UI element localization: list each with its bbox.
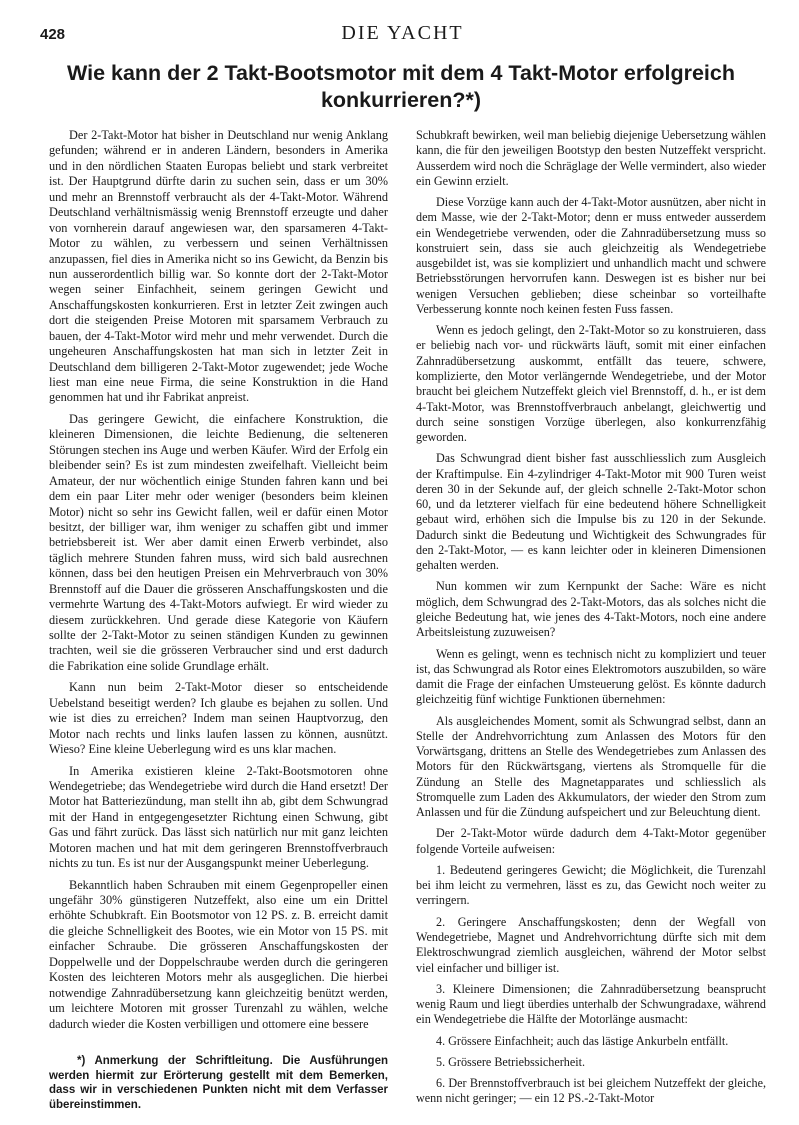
paragraph: Als ausgleichendes Moment, somit als Schwungrad selbst, dann an Stelle der Andrehvorrichtung zum Anlassen des Motors für den Vorwärtsgang, drittens an Stelle des Wendegetriebes zum Anlassen des Motors für den Rückwärtsgang, viertens als Stromquelle für die Zündung an Stelle des Magnetapparates und schliesslich als Stromquelle zum Laden des Akkumulators, der wieder den Strom zum Anlassen und für die Zündung aufspeichert und zur Beleuchtung dient. bbox=[416, 713, 766, 820]
right-column bbox=[416, 128, 766, 1113]
editorial-footnote: *) Anmerkung der Schriftleitung. Die Ausführungen werden hiermit zur Erörterung gestellt mit dem Bemerken, dass wir in verschiedenen Punkten nicht mit dem Verfasser übereinstimmen. bbox=[49, 1055, 388, 1111]
paragraph: Das Schwungrad dient bisher fast ausschliesslich zum Ausgleich der Kraftimpulse. Ein 4-zylindriger 4-Takt-Motor mit 900 Turen weist deren 30 in der Sekunde auf, der gleich schnelle 2-Takt-Motor schon 60, und da letzterer vielfach für eine bedeutend höhere Schnelligkeit gebaut wird, erhöhen sich die Impulse bis zu 120 in der Sekunde. Dadurch sinkt die Bedeutung und Wichtigkeit des Schwungrades für den 2-Takt-Motor, — es kann leichter oder in kleineren Dimensionen gehalten werden. bbox=[416, 451, 766, 573]
page-number: 428 bbox=[40, 26, 66, 43]
list-item: 3. Kleinere Dimensionen; die Zahnradübersetzung beansprucht wenig Raum und liegt überdies unterhalb der Schwungradaxe, während ein Wendegetriebe die Hälfte der Motorlänge ausmacht: bbox=[416, 981, 766, 1027]
list-item: 5. Grössere Betriebssicherheit. bbox=[436, 1054, 586, 1069]
list-item: 2. Geringere Anschaffungskosten; denn der Wegfall von Wendegetriebe, Magnet und Andrehvorrichtung dürfte sich mit dem Elektroschwungrad ziemlich ausgleichen, während der Motor selbst viel einfacher und billiger ist. bbox=[416, 914, 766, 975]
running-head: DIE YACHT bbox=[341, 22, 464, 44]
paragraph: Wenn es jedoch gelingt, den 2-Takt-Motor so zu konstruieren, dass er beliebig nach vor- und rückwärts läuft, somit mit einer einfachen Zahnradübersetzung auskommt, entfällt das teuere, schwere, komplizierte, den Motor verlängernde Wendegetriebe, und der Motor braucht bei gleichem Nutzeffekt gleich viel Brennstoff, d. h., er ist dem 4-Takt-Motor, was Brennstoffverbrauch anbelangt, gleichwertig und durch seine sonstigen Vorzüge überlegen, also konkurrenzfähig geworden. bbox=[416, 323, 766, 445]
paragraph: Der 2-Takt-Motor hat bisher in Deutschland nur wenig Anklang gefunden; während er in anderen Ländern, besonders in Amerika und in den nördlichen Staaten Europas beliebt und stark verbreitet ist. Der Hauptgrund dürfte darin zu suchen sein, dass er um 30% und mehr an Brennstoff verbraucht als der 4-Takt-Motor. Während Deutschland verhältnismässig wenig Brennstoff erzeugte und daher von vornherein darauf angewiesen war, den sparsameren 4-Takt-Motor zu wählen, zu verbessern und seinen Verhältnissen anzupassen, fiel dies in Amerika nicht so ins Gewicht, da Benzin bis nun ausserordentlich billig war. So konnte dort der 2-Takt-Motor wegen seiner Einfachheit, seinem geringen Gewicht und Anschaffungskosten konkurrieren. Erst in letzter Zeit zwingen auch dort die steigenden Preise Motoren mit sparsamem Verbrauch zu bauen, der 4-Takt-Motor wird mehr und mehr verwendet. Durch die ungeheuren Anschaffungskosten hat man sich in letzter Zeit in Deutschland dem billigeren 2-Takt-Motor zugewendet; jede Woche liest man eine neue Firma, die seine Konstruktion in die Hand genommen hat und ihr Fabrikat anpreist. bbox=[49, 128, 388, 405]
paragraph: Bekanntlich haben Schrauben mit einem Gegenpropeller einen ungefähr 30% günstigeren Nutzeffekt, also eine um ein Drittel erhöhte Schubkraft. Ein Bootsmotor von 12 PS. z. B. erreicht damit die gleiche Schnelligkeit des Bootes, wie ein Motor von 15 PS. mit einfacher Schraube. Die grösseren Anschaffungskosten der Doppelwelle und der Doppelschraube werden durch die geringeren Kosten des leichteren Motors mehr als ausgeglichen. Die hierbei notwendige Zahnradübersetzung kann gleichzeitig benützt werden, um leichtere Motoren mit grosser Turenzahl zu wählen, welche dadurch wieder die Kosten verbilligen und ottomere eine bessere bbox=[49, 877, 388, 1031]
left-column bbox=[49, 128, 388, 1038]
paragraph: Das geringere Gewicht, die einfachere Konstruktion, die kleineren Dimensionen, die leichte Bedienung, die selteneren Störungen stechen ins Auge und werben Käufer. Wird der Erfolg ein bleibender sein? Es ist zum mindesten zweifelhaft. Vielleicht beim Amateur, der nur wöchentlich einige Stunden fahren kann und bei dem ein paar Liter mehr oder weniger (besonders beim kleinen Motor) nicht so sehr ins Gewicht fallen, weil er dafür einen Motor besitzt, der billiger war, ihm weniger zu schaffen gibt und immer betriebsbereit ist. Wer aber damit einen Erwerb verbindet, also täglich mehrere Stunden fahren muss, wird sich bald ausrechnen können, dass bei den heutigen Preisen ein Mehrverbrauch von 30% Brennstoff auf die Dauer die grösseren Anschaffungskosten und die vermehrte Wartung des 4-Takt-Motors aufwiegt. Er wird wieder zu diesem zurückkehren. Und gerade diese Kategorie von Käufern sollte der 2-Takt-Motor zu seinen ständigen Kunden zu gewinnen trachten, weil sie die grösseren Verbraucher sind und erst dadurch die Fabrikation eine solide Grundlage erhält. bbox=[49, 411, 388, 673]
paragraph: Schubkraft bewirken, weil man beliebig diejenige Uebersetzung wählen kann, die für den jeweiligen Bootstyp den besten Nutzeffekt verspricht. Ausserdem wird noch die Schräglage der Welle vermindert, also wieder ein Gewinn erzielt. bbox=[416, 128, 766, 188]
list-item: 4. Grössere Einfachheit; auch das lästige Ankurbeln entfällt. bbox=[436, 1033, 729, 1048]
paragraph: Kann nun beim 2-Takt-Motor dieser so entscheidende Uebelstand beseitigt werden? Ich glaube es bejahen zu sollen. Und wie ist dies zu erreichen? Indem man seinen Hauptvorzug, den Motor nach rechts und links laufen lassen zu können, ausnützt. Wieso? Eine kleine Ueberlegung wird es uns klar machen. bbox=[49, 680, 388, 757]
page-header bbox=[40, 20, 765, 46]
paragraph: Der 2-Takt-Motor würde dadurch dem 4-Takt-Motor gegenüber folgende Vorteile aufweisen: bbox=[416, 826, 766, 856]
paragraph: Wenn es gelingt, wenn es technisch nicht zu kompliziert und teuer ist, das Schwungrad als Rotor eines Elektromotors auszubilden, so wäre damit die Frage der einfachen Umsteuerung gelöst. Es könnte dadurch gleichzeitig fünf wichtige Funktionen übernehmen: bbox=[416, 646, 766, 707]
paragraph: Nun kommen wir zum Kernpunkt der Sache: Wäre es nicht möglich, dem Schwungrad des 2-Takt-Motors, das als solches nicht die gleiche Bedeutung hat, wie jenes des 4-Takt-Motors, noch eine andere Arbeitsleistung zuzuweisen? bbox=[416, 579, 766, 640]
paragraph: In Amerika existieren kleine 2-Takt-Bootsmotoren ohne Wendegetriebe; das Wendegetriebe wird durch die Hand ersetzt! Der Motor hat Batteriezündung, man stellt ihn ab, gibt dem Schwungrad mit der Hand in entgegengesetzter Richtung einen Schwung, gibt Gas und fährt zurück. Das lässt sich natürlich nur mit ganz leichten Motoren machen und hat mit dem geringeren Brennstoffverbrauch nichts zu tun. Es ist nur der Ausgangspunkt meiner Ueberlegung. bbox=[49, 763, 388, 871]
list-item: 1. Bedeutend geringeres Gewicht; die Möglichkeit, die Turenzahl bei ihm leicht zu vermehren, lässt es zu, das Gewicht noch weiter zu verringern. bbox=[416, 862, 766, 908]
list-item: 6. Der Brennstoffverbrauch ist bei gleichem Nutzeffekt der gleiche, wenn nicht geringer; — ein 12 PS.-2-Takt-Motor bbox=[416, 1076, 766, 1106]
paragraph: Diese Vorzüge kann auch der 4-Takt-Motor ausnützen, aber nicht in dem Masse, wie der 2-Takt-Motor; denn er muss entweder ausserdem ein Wendegetriebe verwenden, oder die Zahnradübersetzung muss so konstruiert sein, dass sie auch gleichzeitig als Wendegetriebe ausgebildet ist, was sie kompliziert und unhandlich macht und schwere Betriebsstörungen hervorrufen kann. Deswegen ist es bisher nur bei wenigen Versuchen geblieben; diese scheinbar so vorteilhafte Verbesserung konnte noch keinen festen Fuss fassen. bbox=[416, 195, 766, 316]
article-title: Wie kann der 2 Takt-Bootsmotor mit dem 4 Takt-Motor erfolgreich konkurrieren?*) bbox=[67, 61, 735, 112]
